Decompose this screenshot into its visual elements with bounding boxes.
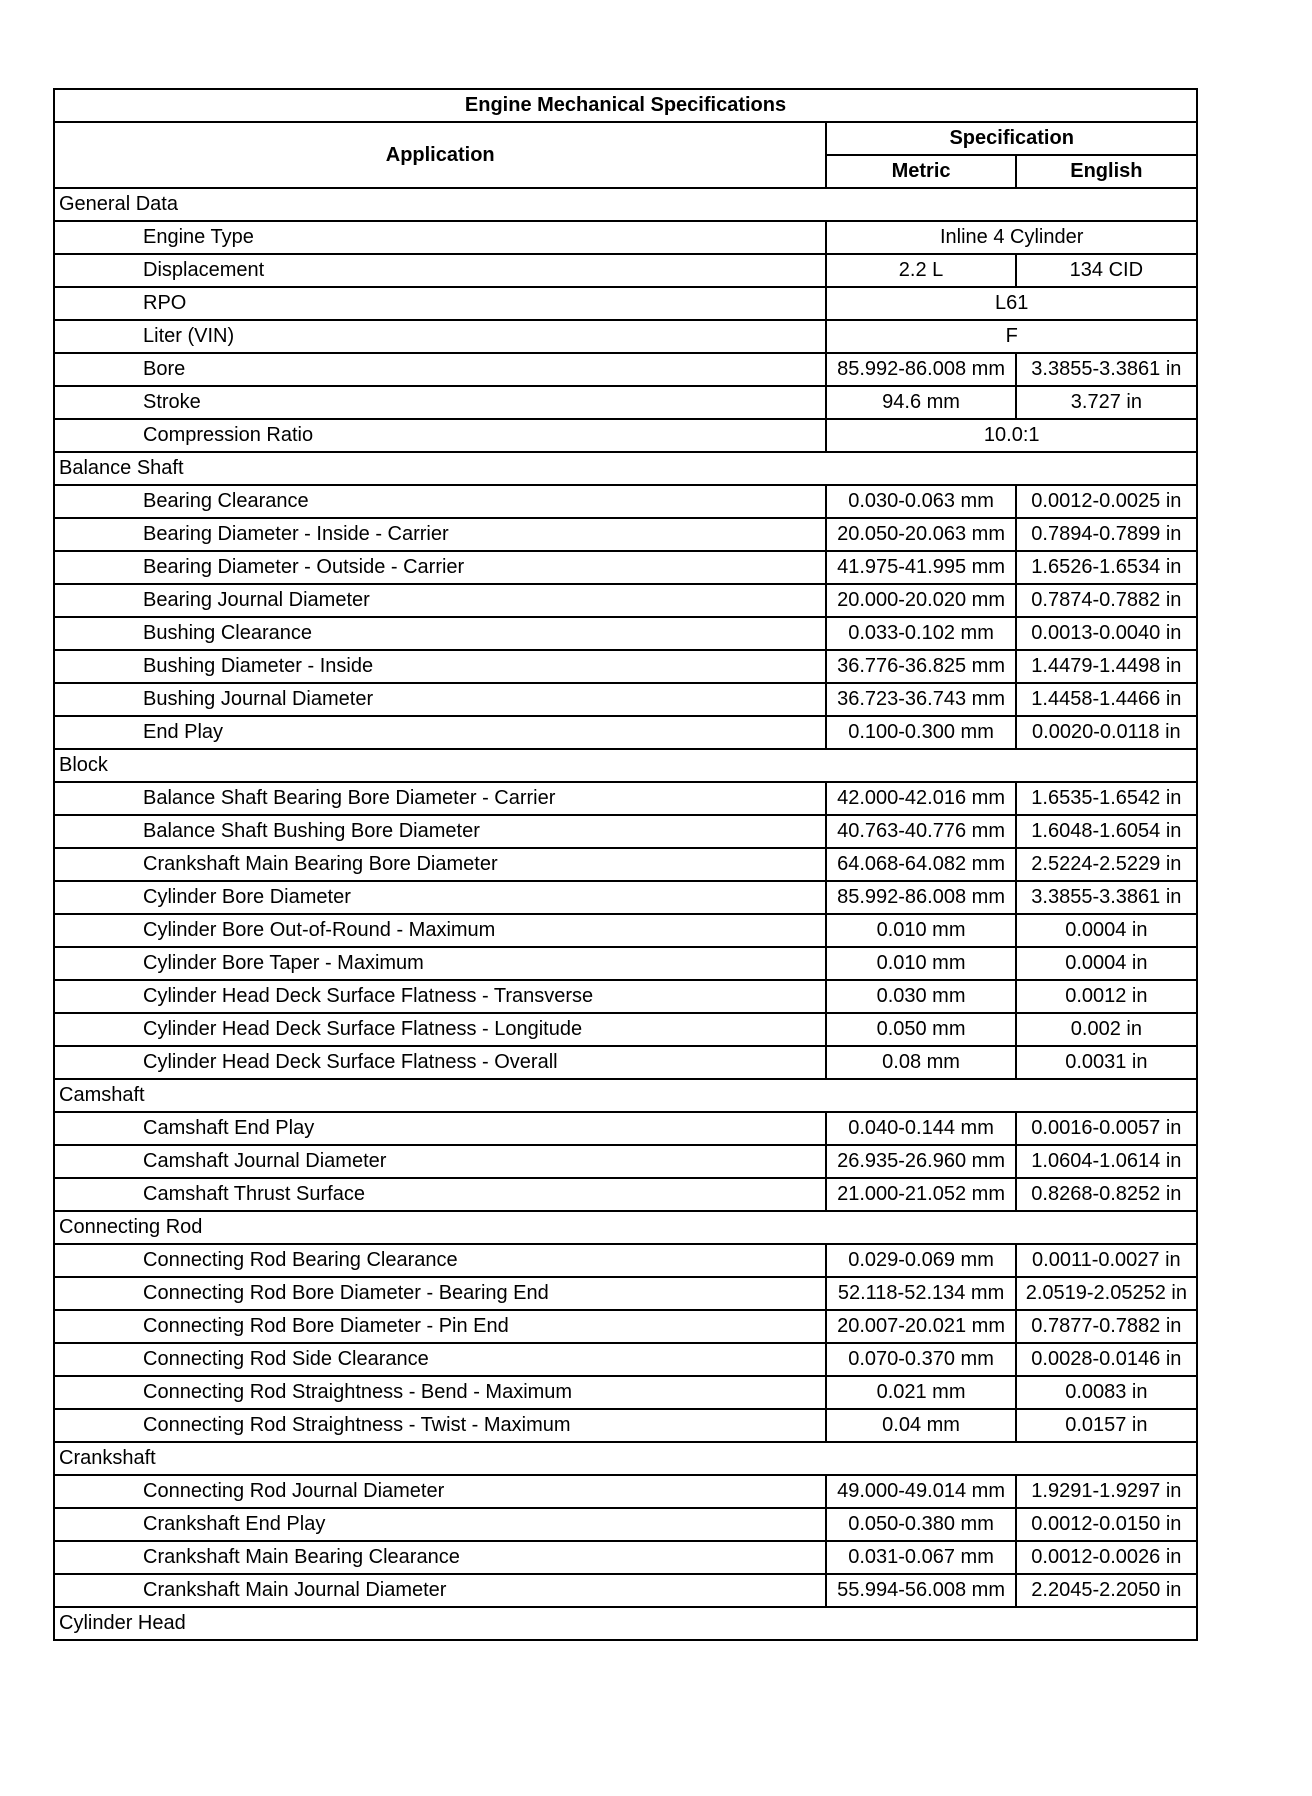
- spec-value-metric: 42.000-42.016 mm: [826, 782, 1015, 815]
- spec-label: Camshaft Journal Diameter: [54, 1145, 826, 1178]
- spec-label: Camshaft Thrust Surface: [54, 1178, 826, 1211]
- spec-label: Stroke: [54, 386, 826, 419]
- spec-value-english: 0.0083 in: [1016, 1376, 1197, 1409]
- spec-value-metric: 36.723-36.743 mm: [826, 683, 1015, 716]
- spec-label: Crankshaft Main Bearing Bore Diameter: [54, 848, 826, 881]
- table-row: [54, 320, 1197, 353]
- spec-value-metric: 0.070-0.370 mm: [826, 1343, 1015, 1376]
- spec-label: Bearing Diameter - Outside - Carrier: [54, 551, 826, 584]
- spec-label: Displacement: [54, 254, 826, 287]
- table-row: [54, 1409, 1197, 1442]
- spec-label: Liter (VIN): [54, 320, 826, 353]
- spec-value-merged: Inline 4 Cylinder: [826, 221, 1197, 254]
- table-row: [54, 1112, 1197, 1145]
- header-row-1: [54, 122, 1197, 155]
- table-row: [54, 1013, 1197, 1046]
- spec-value-english: 3.3855-3.3861 in: [1016, 353, 1197, 386]
- spec-value-english: 0.002 in: [1016, 1013, 1197, 1046]
- spec-label: Bushing Clearance: [54, 617, 826, 650]
- spec-value-metric: 0.100-0.300 mm: [826, 716, 1015, 749]
- section-title: Camshaft: [54, 1079, 1197, 1112]
- spec-label: Connecting Rod Journal Diameter: [54, 1475, 826, 1508]
- spec-value-english: 2.5224-2.5229 in: [1016, 848, 1197, 881]
- spec-value-english: 0.0012-0.0026 in: [1016, 1541, 1197, 1574]
- table-row: [54, 1277, 1197, 1310]
- spec-value-metric: 0.08 mm: [826, 1046, 1015, 1079]
- spec-value-metric: 21.000-21.052 mm: [826, 1178, 1015, 1211]
- section-row: [54, 1607, 1197, 1640]
- section-title: Balance Shaft: [54, 452, 1197, 485]
- spec-label: Balance Shaft Bearing Bore Diameter - Carrier: [54, 782, 826, 815]
- spec-value-metric: 0.04 mm: [826, 1409, 1015, 1442]
- table-row: [54, 584, 1197, 617]
- spec-table: [53, 88, 1198, 1641]
- table-row: [54, 1475, 1197, 1508]
- section-row: [54, 1079, 1197, 1112]
- spec-value-english: 0.0011-0.0027 in: [1016, 1244, 1197, 1277]
- table-row: [54, 1541, 1197, 1574]
- spec-label: Cylinder Bore Diameter: [54, 881, 826, 914]
- spec-value-metric: 40.763-40.776 mm: [826, 815, 1015, 848]
- spec-value-english: 1.6535-1.6542 in: [1016, 782, 1197, 815]
- spec-label: Bearing Diameter - Inside - Carrier: [54, 518, 826, 551]
- spec-value-english: 1.0604-1.0614 in: [1016, 1145, 1197, 1178]
- table-row: [54, 683, 1197, 716]
- spec-value-english: 0.0012 in: [1016, 980, 1197, 1013]
- section-row: [54, 188, 1197, 221]
- spec-value-merged: 10.0:1: [826, 419, 1197, 452]
- spec-value-english: 0.7874-0.7882 in: [1016, 584, 1197, 617]
- section-row: [54, 452, 1197, 485]
- spec-value-english: 0.0012-0.0025 in: [1016, 485, 1197, 518]
- spec-value-english: 0.0020-0.0118 in: [1016, 716, 1197, 749]
- table-row: [54, 518, 1197, 551]
- spec-value-metric: 0.010 mm: [826, 914, 1015, 947]
- spec-value-english: 0.0028-0.0146 in: [1016, 1343, 1197, 1376]
- spec-value-english: 134 CID: [1016, 254, 1197, 287]
- section-title: Connecting Rod: [54, 1211, 1197, 1244]
- spec-label: Cylinder Head Deck Surface Flatness - Transverse: [54, 980, 826, 1013]
- spec-value-metric: 0.029-0.069 mm: [826, 1244, 1015, 1277]
- spec-label: End Play: [54, 716, 826, 749]
- spec-label: Bushing Diameter - Inside: [54, 650, 826, 683]
- spec-label: Bore: [54, 353, 826, 386]
- spec-label: Engine Type: [54, 221, 826, 254]
- spec-value-metric: 0.021 mm: [826, 1376, 1015, 1409]
- table-row: [54, 485, 1197, 518]
- spec-value-english: 3.727 in: [1016, 386, 1197, 419]
- metric-header: Metric: [826, 155, 1015, 188]
- spec-value-metric: 85.992-86.008 mm: [826, 881, 1015, 914]
- table-row: [54, 419, 1197, 452]
- spec-label: Bearing Clearance: [54, 485, 826, 518]
- spec-value-metric: 85.992-86.008 mm: [826, 353, 1015, 386]
- spec-value-metric: 0.050 mm: [826, 1013, 1015, 1046]
- spec-label: Cylinder Bore Taper - Maximum: [54, 947, 826, 980]
- section-row: [54, 1442, 1197, 1475]
- spec-value-metric: 0.030 mm: [826, 980, 1015, 1013]
- table-title: Engine Mechanical Specifications: [54, 89, 1197, 122]
- spec-value-english: 0.0013-0.0040 in: [1016, 617, 1197, 650]
- table-row: [54, 353, 1197, 386]
- table-row: [54, 815, 1197, 848]
- spec-value-metric: 52.118-52.134 mm: [826, 1277, 1015, 1310]
- spec-value-english: 1.4458-1.4466 in: [1016, 683, 1197, 716]
- spec-value-metric: 0.030-0.063 mm: [826, 485, 1015, 518]
- table-row: [54, 1376, 1197, 1409]
- spec-value-merged: F: [826, 320, 1197, 353]
- spec-label: Crankshaft Main Journal Diameter: [54, 1574, 826, 1607]
- table-row: [54, 551, 1197, 584]
- spec-value-metric: 0.050-0.380 mm: [826, 1508, 1015, 1541]
- spec-label: Bushing Journal Diameter: [54, 683, 826, 716]
- table-row: [54, 254, 1197, 287]
- spec-value-english: 1.9291-1.9297 in: [1016, 1475, 1197, 1508]
- spec-label: Compression Ratio: [54, 419, 826, 452]
- table-row: [54, 782, 1197, 815]
- table-row: [54, 1178, 1197, 1211]
- table-row: [54, 947, 1197, 980]
- table-row: [54, 1310, 1197, 1343]
- table-row: [54, 881, 1197, 914]
- specification-header: Specification: [826, 122, 1197, 155]
- table-row: [54, 980, 1197, 1013]
- application-header: Application: [54, 122, 826, 188]
- spec-label: Connecting Rod Straightness - Bend - Maximum: [54, 1376, 826, 1409]
- spec-label: Cylinder Bore Out-of-Round - Maximum: [54, 914, 826, 947]
- spec-value-english: 2.0519-2.05252 in: [1016, 1277, 1197, 1310]
- spec-value-english: 1.6048-1.6054 in: [1016, 815, 1197, 848]
- spec-label: Connecting Rod Bore Diameter - Pin End: [54, 1310, 826, 1343]
- table-row: [54, 1145, 1197, 1178]
- section-row: [54, 749, 1197, 782]
- spec-value-metric: 0.033-0.102 mm: [826, 617, 1015, 650]
- spec-label: Connecting Rod Straightness - Twist - Maximum: [54, 1409, 826, 1442]
- table-row: [54, 1508, 1197, 1541]
- spec-value-english: 0.7894-0.7899 in: [1016, 518, 1197, 551]
- spec-label: Connecting Rod Bore Diameter - Bearing End: [54, 1277, 826, 1310]
- spec-value-metric: 2.2 L: [826, 254, 1015, 287]
- spec-value-english: 0.0004 in: [1016, 947, 1197, 980]
- spec-value-english: 0.0004 in: [1016, 914, 1197, 947]
- section-title: Cylinder Head: [54, 1607, 1197, 1640]
- table-row: [54, 1046, 1197, 1079]
- spec-value-english: 3.3855-3.3861 in: [1016, 881, 1197, 914]
- spec-value-english: 0.7877-0.7882 in: [1016, 1310, 1197, 1343]
- table-row: [54, 848, 1197, 881]
- table-row: [54, 650, 1197, 683]
- spec-label: Cylinder Head Deck Surface Flatness - Longitude: [54, 1013, 826, 1046]
- spec-label: Crankshaft End Play: [54, 1508, 826, 1541]
- table-row: [54, 386, 1197, 419]
- spec-value-metric: 64.068-64.082 mm: [826, 848, 1015, 881]
- spec-value-english: 0.0157 in: [1016, 1409, 1197, 1442]
- table-row: [54, 914, 1197, 947]
- section-row: [54, 1211, 1197, 1244]
- spec-value-metric: 20.000-20.020 mm: [826, 584, 1015, 617]
- table-row: [54, 287, 1197, 320]
- english-header: English: [1016, 155, 1197, 188]
- table-row: [54, 1574, 1197, 1607]
- spec-value-english: 0.8268-0.8252 in: [1016, 1178, 1197, 1211]
- spec-label: Connecting Rod Bearing Clearance: [54, 1244, 826, 1277]
- spec-value-english: 1.6526-1.6534 in: [1016, 551, 1197, 584]
- spec-label: Crankshaft Main Bearing Clearance: [54, 1541, 826, 1574]
- spec-value-metric: 0.010 mm: [826, 947, 1015, 980]
- spec-value-metric: 36.776-36.825 mm: [826, 650, 1015, 683]
- section-title: Crankshaft: [54, 1442, 1197, 1475]
- spec-value-english: 0.0031 in: [1016, 1046, 1197, 1079]
- spec-value-merged: L61: [826, 287, 1197, 320]
- spec-label: Cylinder Head Deck Surface Flatness - Overall: [54, 1046, 826, 1079]
- spec-value-english: 2.2045-2.2050 in: [1016, 1574, 1197, 1607]
- spec-value-metric: 0.040-0.144 mm: [826, 1112, 1015, 1145]
- spec-body: [54, 188, 1197, 1640]
- title-row: [54, 89, 1197, 122]
- spec-value-english: 0.0016-0.0057 in: [1016, 1112, 1197, 1145]
- table-row: [54, 221, 1197, 254]
- spec-value-metric: 26.935-26.960 mm: [826, 1145, 1015, 1178]
- table-row: [54, 617, 1197, 650]
- spec-value-metric: 20.050-20.063 mm: [826, 518, 1015, 551]
- spec-value-metric: 41.975-41.995 mm: [826, 551, 1015, 584]
- spec-label: Balance Shaft Bushing Bore Diameter: [54, 815, 826, 848]
- spec-label: Connecting Rod Side Clearance: [54, 1343, 826, 1376]
- spec-label: Bearing Journal Diameter: [54, 584, 826, 617]
- spec-value-metric: 0.031-0.067 mm: [826, 1541, 1015, 1574]
- spec-value-english: 0.0012-0.0150 in: [1016, 1508, 1197, 1541]
- table-row: [54, 1244, 1197, 1277]
- spec-value-english: 1.4479-1.4498 in: [1016, 650, 1197, 683]
- table-row: [54, 1343, 1197, 1376]
- spec-label: Camshaft End Play: [54, 1112, 826, 1145]
- spec-value-metric: 94.6 mm: [826, 386, 1015, 419]
- section-title: Block: [54, 749, 1197, 782]
- table-row: [54, 716, 1197, 749]
- section-title: General Data: [54, 188, 1197, 221]
- spec-value-metric: 55.994-56.008 mm: [826, 1574, 1015, 1607]
- spec-value-metric: 49.000-49.014 mm: [826, 1475, 1015, 1508]
- spec-label: RPO: [54, 287, 826, 320]
- spec-value-metric: 20.007-20.021 mm: [826, 1310, 1015, 1343]
